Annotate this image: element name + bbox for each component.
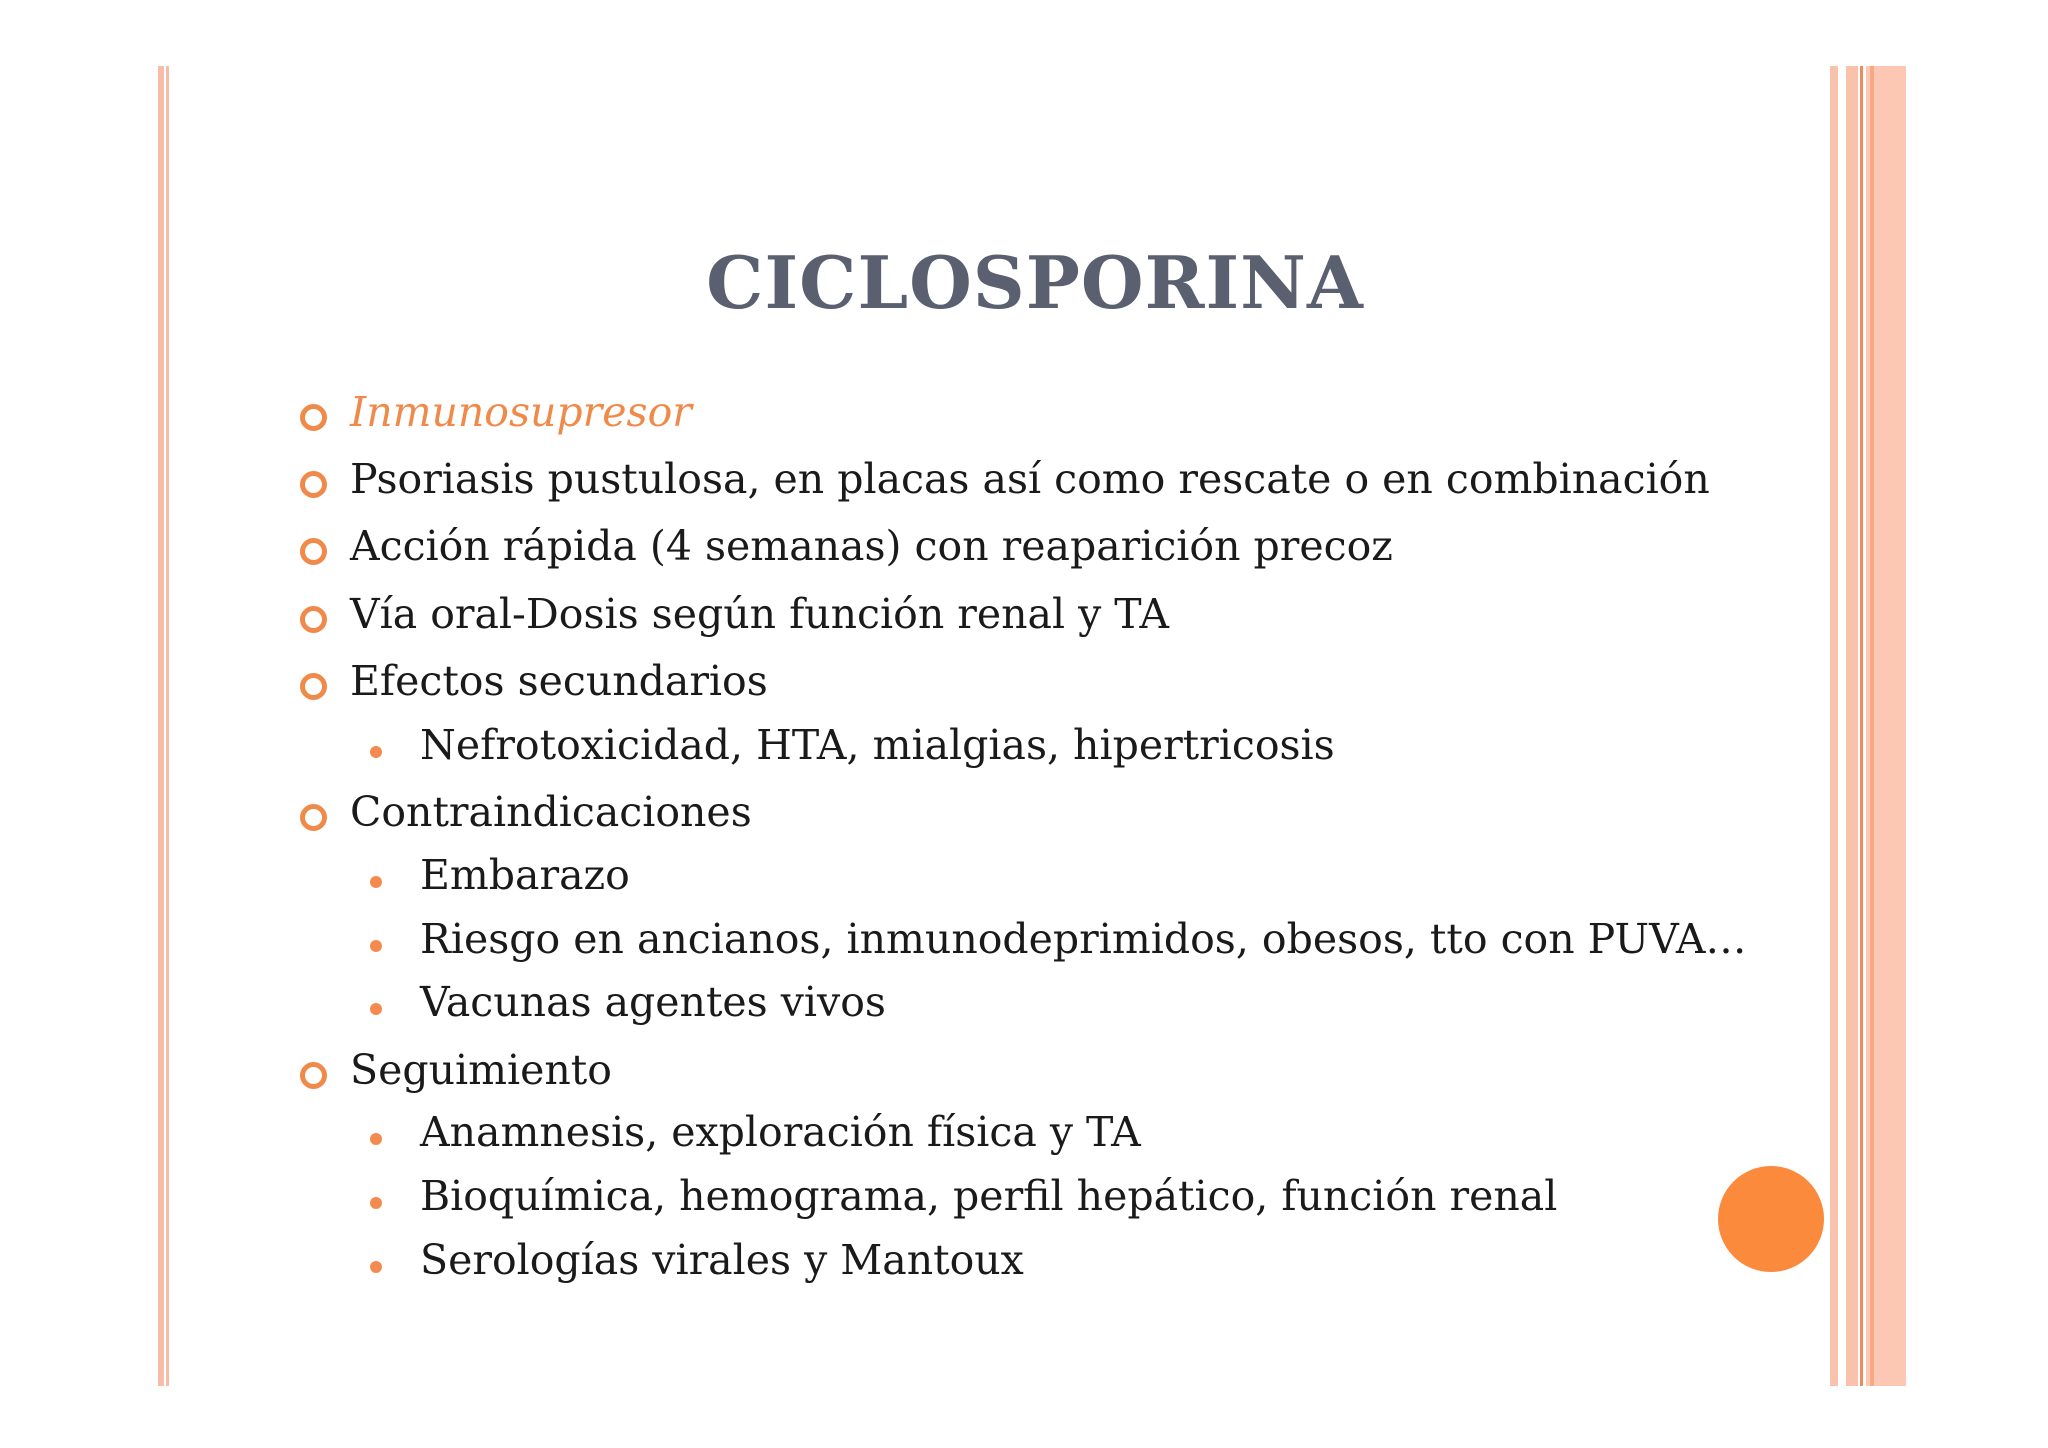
sub-bullet-item: Bioquímica, hemograma, perfil hepático, función renal (420, 1172, 1558, 1220)
dot-bullet-icon (370, 1261, 382, 1273)
slide-title: CICLOSPORINA (706, 240, 1364, 325)
sub-bullet-item: Serologías virales y Mantoux (420, 1236, 1024, 1284)
sub-bullet-item: Anamnesis, exploración física y TA (420, 1108, 1141, 1156)
sub-bullet-item: Embarazo (420, 851, 630, 899)
ring-bullet-icon (300, 404, 327, 431)
dot-bullet-icon (370, 1197, 382, 1209)
ring-bullet-icon (300, 471, 327, 498)
dot-bullet-icon (370, 1003, 382, 1015)
ring-bullet-icon (300, 606, 327, 633)
bullet-item: Seguimiento (350, 1046, 612, 1094)
dot-bullet-icon (370, 940, 382, 952)
bullet-item: Acción rápida (4 semanas) con reaparición precoz (350, 522, 1393, 570)
dot-bullet-icon (370, 876, 382, 888)
ring-bullet-icon (300, 673, 327, 700)
ring-bullet-icon (300, 538, 327, 565)
bullet-item: Contraindicaciones (350, 788, 752, 836)
ring-bullet-icon (300, 1062, 327, 1089)
bullet-item: Inmunosupresor (350, 388, 692, 436)
sub-bullet-item: Riesgo en ancianos, inmunodeprimidos, obesos, tto con PUVA… (420, 915, 1747, 963)
dot-bullet-icon (370, 746, 382, 758)
ring-bullet-icon (300, 804, 327, 831)
dot-bullet-icon (370, 1133, 382, 1145)
bullet-item: Psoriasis pustulosa, en placas así como rescate o en combinación (350, 455, 1710, 503)
sub-bullet-item: Vacunas agentes vivos (420, 978, 886, 1026)
decorative-orange-circle (1718, 1166, 1824, 1272)
bullet-item: Efectos secundarios (350, 657, 768, 705)
sub-bullet-item: Nefrotoxicidad, HTA, mialgias, hipertricosis (420, 721, 1335, 769)
bullet-item: Vía oral-Dosis según función renal y TA (350, 590, 1170, 638)
